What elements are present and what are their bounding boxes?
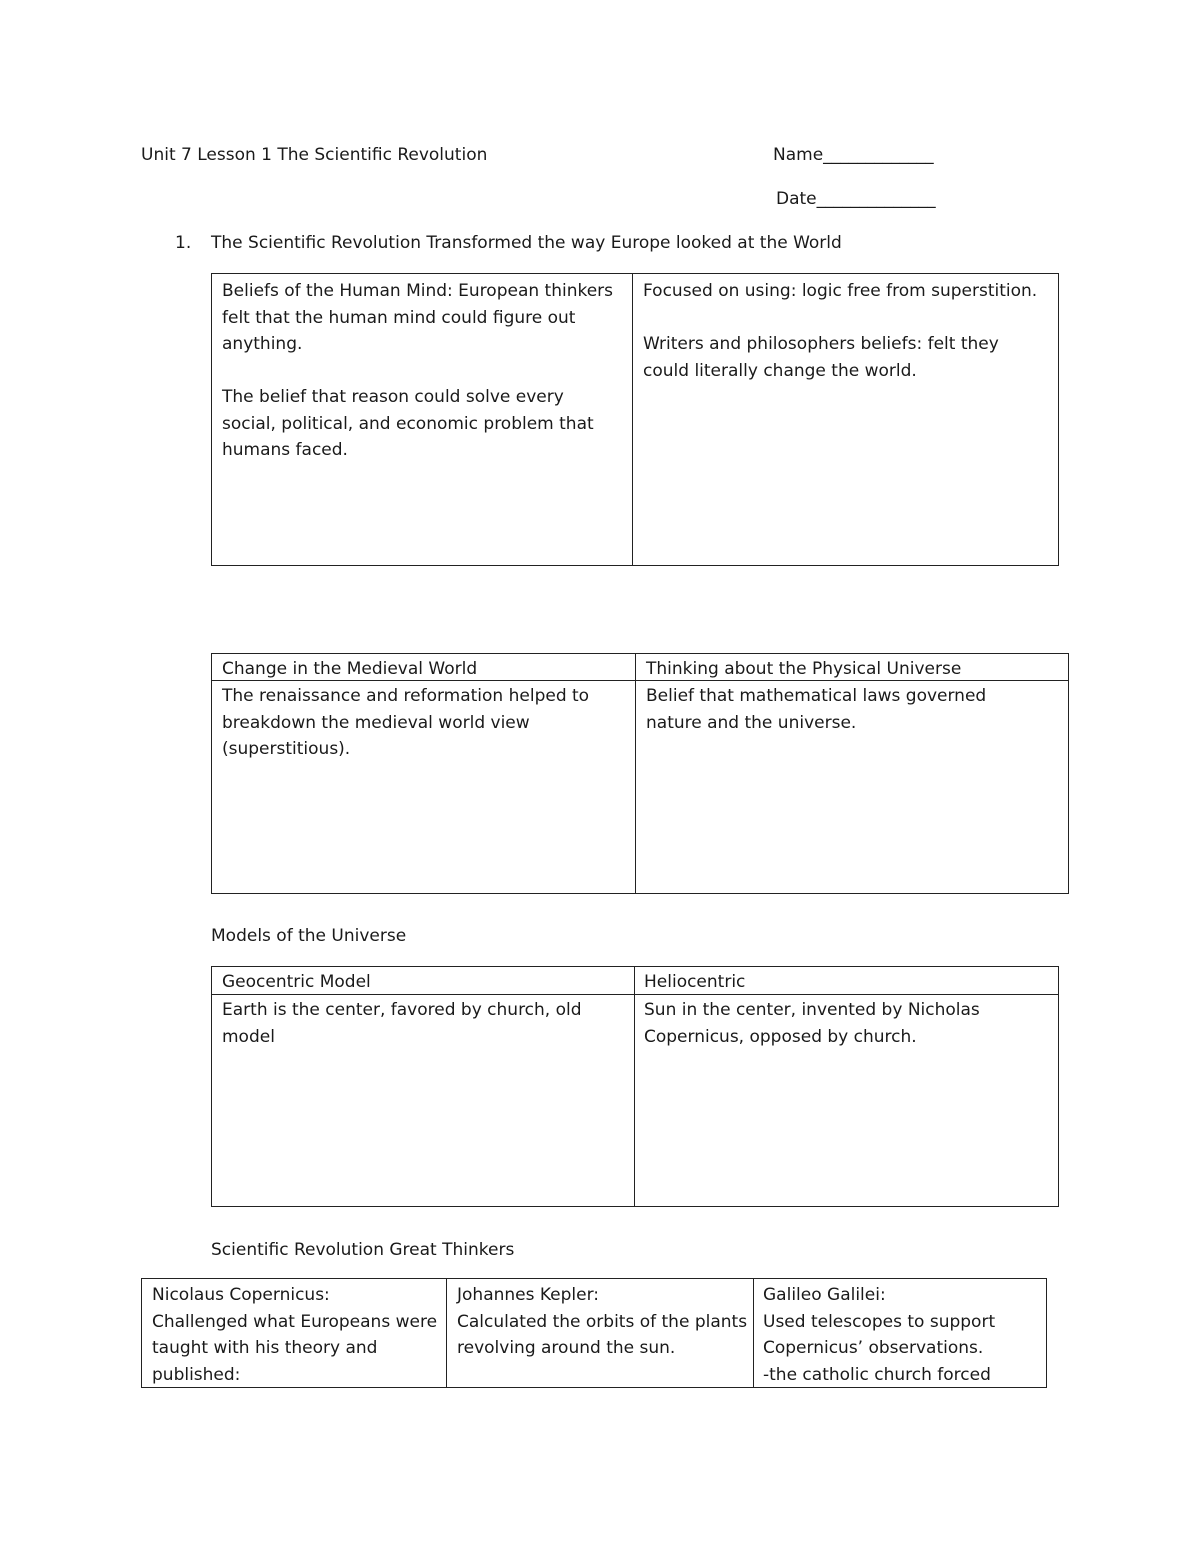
medieval-header: Change in the Medieval World (222, 659, 478, 679)
writers-text: Writers and philosophers beliefs: felt they could literally change the world. (643, 334, 999, 381)
section-number: 1. (175, 233, 192, 253)
human-mind-text: Beliefs of the Human Mind: European thinkers felt that the human mind could figure out anything. (222, 281, 614, 354)
models-heading: Models of the Universe (211, 926, 407, 946)
page-title: Unit 7 Lesson 1 The Scientific Revolution (141, 145, 488, 165)
copernicus-name: Nicolaus Copernicus: (152, 1285, 330, 1305)
galileo-body-2: -the catholic church forced (763, 1364, 991, 1385)
galileo-cell (763, 1282, 1038, 1388)
thinkers-table (141, 1278, 1047, 1388)
geocentric-header: Geocentric Model (222, 972, 371, 992)
reason-text: The belief that reason could solve every social, political, and economic problem that humans faced. (222, 387, 594, 460)
kepler-name: Johannes Kepler: (457, 1285, 600, 1305)
medieval-body: The renaissance and reformation helped to breakdown the medieval world view (superstitious). (222, 686, 590, 759)
copernicus-body: Challenged what Europeans were taught with his theory and published: (152, 1311, 438, 1385)
logic-text: Focused on using: logic free from superstition. (643, 281, 1038, 301)
beliefs-table (211, 273, 1059, 566)
geocentric-body: Earth is the center, favored by church, old model (222, 1000, 582, 1047)
heliocentric-header: Heliocentric (644, 972, 746, 992)
kepler-cell (457, 1282, 749, 1362)
models-table (211, 966, 1059, 1207)
beliefs-cell-right (643, 278, 1048, 384)
kepler-body: Calculated the orbits of the plants revolving around the sun. (457, 1311, 748, 1358)
heliocentric-body: Sun in the center, invented by Nicholas Copernicus, opposed by church. (644, 1000, 980, 1047)
thinkers-heading: Scientific Revolution Great Thinkers (211, 1240, 515, 1260)
beliefs-cell-left (222, 278, 620, 464)
physical-universe-body: Belief that mathematical laws governed nature and the universe. (646, 686, 987, 733)
name-field-label[interactable]: Name_____________ (773, 145, 934, 165)
date-field-label[interactable]: Date______________ (776, 189, 936, 209)
section-heading: The Scientific Revolution Transformed the way Europe looked at the World (211, 233, 842, 253)
copernicus-cell (152, 1282, 442, 1388)
galileo-body: Used telescopes to support Copernicus’ observations. (763, 1311, 996, 1358)
galileo-name: Galileo Galilei: (763, 1285, 886, 1305)
medieval-table (211, 653, 1069, 894)
physical-universe-header: Thinking about the Physical Universe (646, 659, 962, 679)
